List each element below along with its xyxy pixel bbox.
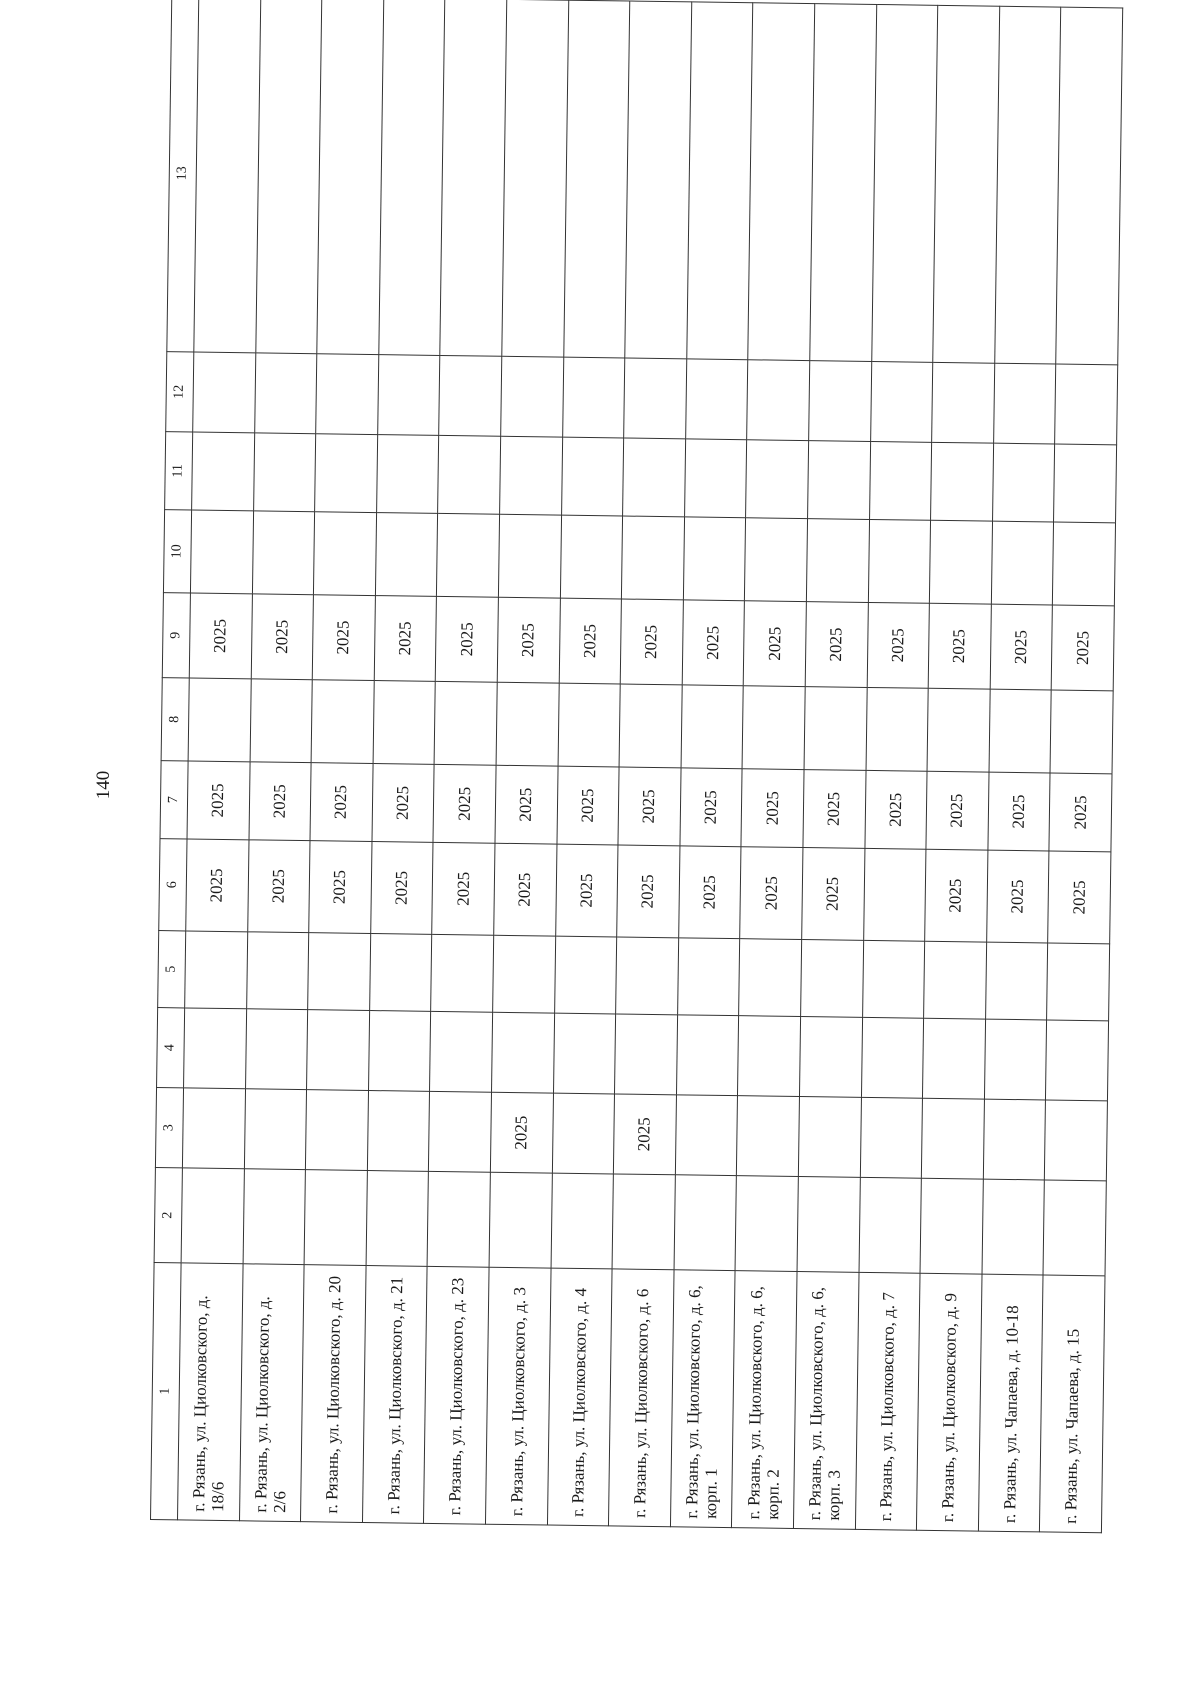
year-cell-col-12 [870,361,933,442]
year-cell-col-12 [193,352,256,433]
year-cell-col-13 [871,4,938,362]
year-cell-col-7: 2025 [310,763,373,842]
year-cell-col-5 [431,934,494,1012]
year-cell-col-7: 2025 [433,764,496,843]
year-cell-col-2 [427,1171,490,1267]
column-header-7: 7 [160,761,188,839]
year-cell-col-4 [676,1015,739,1096]
year-cell-col-11 [869,441,932,520]
address-cell: г. Рязань, ул. Циолковского, д. 3 [485,1267,550,1525]
year-cell-col-13 [502,0,569,357]
year-cell-col-10 [252,511,315,595]
year-cell-col-12 [316,354,379,435]
year-cell-col-12 [254,353,317,434]
year-cell-col-7: 2025 [1049,773,1112,852]
year-cell-col-10 [991,521,1054,605]
year-cell-col-4 [1046,1020,1109,1101]
year-cell-col-13 [563,0,630,358]
year-cell-col-7: 2025 [557,766,620,845]
year-cell-col-4 [861,1017,924,1098]
year-cell-col-3 [737,1096,800,1177]
year-cell-col-11 [192,432,255,511]
year-cell-col-5 [308,933,371,1011]
year-cell-col-2 [859,1177,922,1273]
year-cell-col-9: 2025 [436,596,499,682]
year-cell-col-5 [1047,943,1110,1021]
year-cell-col-12 [932,362,995,443]
address-cell: г. Рязань, ул. Циолковского, д. 7 [855,1272,920,1530]
column-header-9: 9 [162,593,190,678]
address-cell: г. Рязань, ул. Циолковского, д. 21 [362,1265,427,1523]
year-cell-col-7: 2025 [618,767,681,846]
year-cell-col-2 [304,1170,367,1266]
year-cell-col-12 [809,361,872,442]
year-cell-col-5 [985,942,1048,1020]
year-cell-col-6: 2025 [617,845,680,938]
year-cell-col-4 [984,1019,1047,1100]
year-cell-col-6 [863,848,926,941]
address-cell: г. Рязань, ул. Циолковского, д. 2/6 [239,1264,304,1522]
address-cell: г. Рязань, ул. Циолковского, д. 6, корп. 2 [732,1271,797,1529]
year-cell-col-13 [255,0,322,354]
year-cell-col-3 [798,1097,861,1178]
year-cell-col-8 [1050,690,1113,774]
year-cell-col-3 [675,1095,738,1176]
year-cell-col-11 [746,440,809,519]
column-header-11: 11 [165,432,193,510]
year-cell-col-4 [430,1011,493,1092]
year-cell-col-13 [687,2,754,360]
year-cell-col-2 [982,1179,1045,1275]
page-number: 140 [93,770,114,800]
year-cell-col-9: 2025 [189,593,252,679]
year-cell-col-8 [250,679,313,763]
year-cell-col-12 [562,357,625,438]
year-cell-col-11 [623,438,686,517]
year-cell-col-9: 2025 [620,599,683,685]
rotated-table-container [150,95,1093,1533]
year-cell-col-5 [246,932,309,1010]
year-cell-col-6: 2025 [247,840,310,933]
address-cell: г. Рязань, ул. Циолковского, д. 6, корп. 1 [670,1270,735,1528]
year-cell-col-8 [619,684,682,768]
year-cell-col-2 [1043,1180,1106,1276]
year-cell-col-9: 2025 [1051,605,1114,691]
year-cell-col-10 [683,517,746,601]
year-cell-col-11 [315,434,378,513]
year-cell-col-3: 2025 [614,1094,677,1175]
year-cell-col-13 [317,0,384,355]
year-cell-col-13 [625,1,692,359]
year-cell-col-11 [807,441,870,520]
year-cell-col-2 [920,1178,983,1274]
year-cell-col-11 [684,439,747,518]
year-cell-col-7: 2025 [249,762,312,841]
year-cell-col-11 [438,435,501,514]
year-cell-col-4 [799,1017,862,1098]
year-cell-col-11 [500,436,563,515]
year-cell-col-6: 2025 [986,850,1049,943]
year-cell-col-8 [558,683,621,767]
address-cell: г. Рязань, ул. Циолковского, д. 18/6 [178,1263,243,1521]
year-cell-col-8 [927,688,990,772]
year-cell-col-8 [311,680,374,764]
year-cell-col-3 [552,1093,615,1174]
year-cell-col-9: 2025 [312,595,375,681]
year-cell-col-12 [501,356,564,437]
year-cell-col-12 [624,358,687,439]
year-cell-col-2 [366,1170,429,1266]
year-cell-col-3 [921,1098,984,1179]
year-cell-col-11 [992,443,1055,522]
year-cell-col-7: 2025 [988,772,1051,851]
year-cell-col-2 [489,1172,552,1268]
year-cell-col-7: 2025 [495,765,558,844]
year-cell-col-10 [437,513,500,597]
year-cell-col-9: 2025 [805,602,868,688]
column-header-13: 13 [167,0,199,352]
year-cell-col-12 [377,355,440,436]
year-cell-col-6: 2025 [740,847,803,940]
year-cell-col-9: 2025 [251,594,314,680]
year-cell-col-10 [190,510,253,594]
year-cell-col-11 [253,433,316,512]
year-cell-col-6: 2025 [494,843,557,936]
year-cell-col-7: 2025 [741,769,804,848]
year-cell-col-3 [1045,1100,1108,1181]
year-cell-col-8 [804,687,867,771]
column-header-12: 12 [166,352,194,432]
year-cell-col-13 [440,0,507,356]
table-body [178,0,1123,1533]
year-cell-col-8 [496,682,559,766]
year-cell-col-13 [810,4,877,362]
year-cell-col-7: 2025 [187,761,250,840]
address-cell: г. Рязань, ул. Циолковского, д. 6, корп. 3 [793,1272,858,1530]
year-cell-col-3 [983,1099,1046,1180]
year-cell-col-8 [188,678,251,762]
year-cell-col-4 [184,1008,247,1089]
year-cell-col-13 [994,6,1061,364]
year-cell-col-12 [685,359,748,440]
year-cell-col-6: 2025 [370,842,433,935]
year-cell-col-5 [862,940,925,1018]
year-cell-col-6: 2025 [802,848,865,941]
year-cell-col-10 [314,512,377,596]
year-cell-col-2 [674,1175,737,1271]
year-cell-col-7: 2025 [372,764,435,843]
year-cell-col-4 [923,1018,986,1099]
column-header-10: 10 [163,510,191,593]
year-cell-col-11 [561,437,624,516]
year-cell-col-7: 2025 [926,771,989,850]
year-cell-col-4 [245,1009,308,1090]
year-cell-col-9: 2025 [928,603,991,689]
column-header-4: 4 [157,1008,185,1088]
year-cell-col-4 [615,1014,678,1095]
column-header-8: 8 [161,678,189,761]
year-cell-col-2 [797,1177,860,1273]
year-cell-col-3: 2025 [490,1092,553,1173]
year-cell-col-9: 2025 [990,604,1053,690]
year-cell-col-10 [622,516,685,600]
year-cell-col-8 [681,685,744,769]
column-header-5: 5 [158,931,186,1008]
address-cell: г. Рязань, ул. Циолковского, д. 4 [547,1268,612,1526]
year-cell-col-9: 2025 [682,600,745,686]
year-cell-col-10 [498,514,561,598]
year-cell-col-9: 2025 [867,602,930,688]
year-cell-col-5 [493,935,556,1013]
year-cell-col-3 [306,1090,369,1171]
year-cell-col-7: 2025 [864,770,927,849]
year-cell-col-2 [612,1174,675,1270]
year-cell-col-13 [748,3,815,361]
year-cell-col-4 [307,1010,370,1091]
year-cell-col-8 [742,686,805,770]
year-cell-col-4 [738,1016,801,1097]
year-cell-col-11 [1054,444,1117,523]
year-cell-col-2 [551,1173,614,1269]
year-cell-col-13 [1056,7,1123,365]
year-cell-col-9: 2025 [559,598,622,684]
year-cell-col-8 [373,681,436,765]
year-cell-col-4 [491,1012,554,1093]
address-cell: г. Рязань, ул. Циолковского, д. 6 [609,1269,674,1527]
year-cell-col-12 [1055,364,1118,445]
year-cell-col-12 [993,363,1056,444]
year-cell-col-3 [244,1089,307,1170]
year-cell-col-10 [375,513,438,597]
year-cell-col-5 [369,934,432,1012]
year-cell-col-9: 2025 [744,601,807,687]
year-cell-col-2 [181,1168,244,1264]
year-cell-col-3 [182,1088,245,1169]
year-cell-col-5 [185,931,248,1009]
year-cell-col-6: 2025 [309,841,372,934]
year-cell-col-6: 2025 [555,844,618,937]
year-cell-col-10 [560,515,623,599]
year-cell-col-2 [735,1176,798,1272]
year-cell-col-2 [243,1169,306,1265]
year-cell-col-5 [924,941,987,1019]
address-cell: г. Рязань, ул. Чапаева, д. 15 [1040,1275,1105,1533]
address-cell: г. Рязань, ул. Циолковского, д. 9 [917,1273,982,1531]
year-cell-col-8 [434,681,497,765]
year-cell-col-4 [553,1013,616,1094]
year-cell-col-12 [747,360,810,441]
year-cell-col-7: 2025 [803,770,866,849]
year-cell-col-5 [677,938,740,1016]
year-cell-col-3 [429,1091,492,1172]
year-cell-col-11 [376,435,439,514]
year-cell-col-6: 2025 [925,849,988,942]
address-cell: г. Рязань, ул. Циолковского, д. 20 [301,1265,366,1523]
address-cell: г. Рязань, ул. Циолковского, д. 23 [424,1266,489,1524]
address-cell: г. Рязань, ул. Чапаева, д. 10-18 [978,1274,1043,1532]
year-cell-col-6: 2025 [432,842,495,935]
year-cell-col-6: 2025 [186,839,249,932]
year-cell-col-6: 2025 [678,846,741,939]
year-cell-col-3 [367,1091,430,1172]
column-header-2: 2 [154,1168,182,1263]
year-cell-col-9: 2025 [374,596,437,682]
year-cell-col-5 [554,936,617,1014]
year-cell-col-8 [989,689,1052,773]
year-cell-col-12 [439,355,502,436]
year-cell-col-10 [806,519,869,603]
column-header-3: 3 [155,1088,183,1168]
year-cell-col-6: 2025 [1048,851,1111,944]
year-cell-col-10 [1053,522,1116,606]
year-cell-col-3 [860,1097,923,1178]
year-cell-col-5 [739,939,802,1017]
year-cell-col-5 [801,940,864,1018]
year-cell-col-9: 2025 [497,597,560,683]
year-cell-col-10 [745,518,808,602]
year-cell-col-13 [194,0,261,353]
column-header-1: 1 [151,1263,182,1520]
year-cell-col-10 [930,520,993,604]
year-cell-col-4 [368,1011,431,1092]
year-cell-col-10 [868,519,931,603]
year-cell-col-8 [866,687,929,771]
year-cell-col-7: 2025 [680,768,743,847]
year-cell-col-13 [933,5,1000,363]
year-cell-col-13 [379,0,446,355]
column-header-6: 6 [159,839,187,931]
schedule-table [150,0,1123,1533]
year-cell-col-5 [616,937,679,1015]
year-cell-col-11 [931,442,994,521]
